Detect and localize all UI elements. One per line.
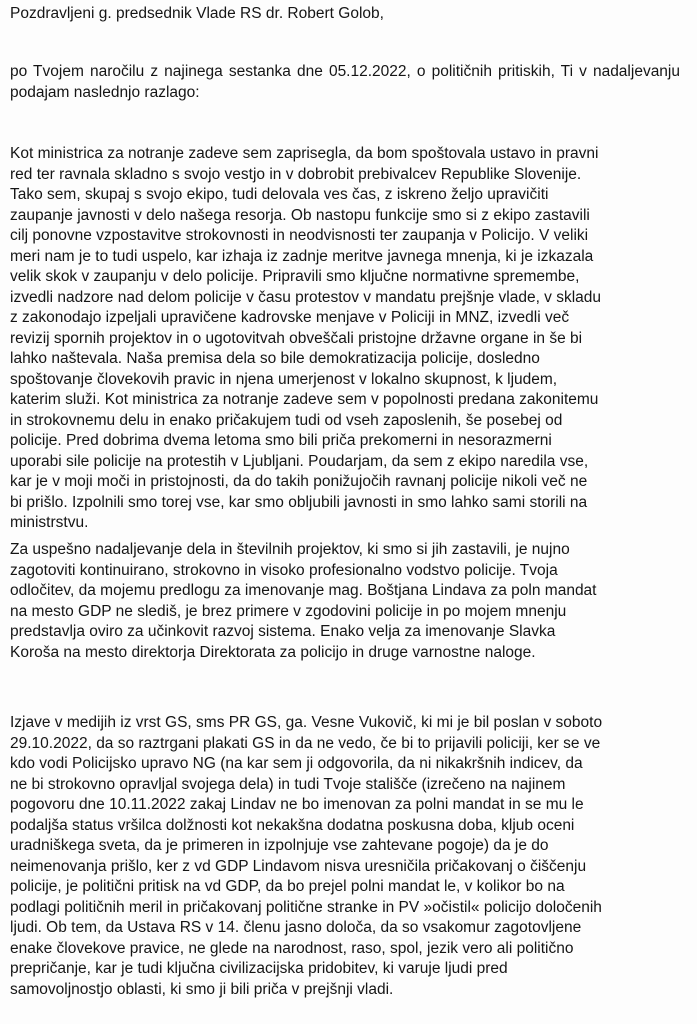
paragraph-2 [10,540,680,663]
text-line: policije. Pred dobrima dvema letoma smo bili priča prekomerni in nesorazmerni [10,432,552,449]
paragraph-3 [10,713,680,1000]
text-line: Izjave v medijih iz vrst GS, sms PR GS, ga. Vesne Vukovič, ki mi je bil poslan v soboto [10,714,603,731]
letter-greeting: Pozdravljeni g. predsednik Vlade RS dr. Robert Golob, [10,5,384,22]
text-line: spoštovanje človekovih pravic in njena umerjenost v lokalno skupnost, k ljudem, [10,370,558,388]
text-line: ljudi. Ob tem, da Ustava RS v 14. členu jasno določa, da so vsakomur zagotovljene [10,919,582,936]
text-line: prepričanje, kar je tudi ključna civilizacijska pridobitev, ki varuje ljudi pred [10,960,508,977]
intro-text: po Tvojem naročilu z najinega sestanka dne 05.12.2022, o političnih pritiskih, Ti v nadaljevanju podajam naslednjo razlago: [10,63,680,101]
text-line: ministrstvu. [10,514,89,531]
text-line: Tako sem, skupaj s svojo ekipo, tudi delovala ves čas, z iskreno željo upravičiti [10,186,549,203]
text-line: Za uspešno nadaljevanje dela in številnih projektov, ki smo si jih zastavili, je nujno [10,541,570,558]
paragraph-1 [10,144,680,534]
text-line: kdo vodi Policijsko upravo NG (na kar sem ji odgovorila, da ni nikakršnih indicev, da [10,755,583,772]
text-line: in strokovnemu delu in enako pričakujem tudi od vseh zaposlenih, še posebej od [10,411,563,429]
text-line: meri nam je to tudi uspelo, kar izhaja iz zadnje meritve javnega mnenja, ki je izkazala [10,247,594,265]
text-line: lahko naštevala. Naša premisa dela so bile demokratizacija policije, dosledno [10,350,540,367]
text-line: policije, je politični pritisk na vd GDP, da bo prejel polni mandat le, v kolikor bo na [10,878,565,895]
text-line: katerim služi. Kot ministrica za notranje zadeve sem v popolnosti predana zakonitemu [10,391,599,408]
text-line: neimenovanja prišlo, ker z vd GDP Lindavom nisva uresničila pričakovanj o čiščenju [10,857,587,875]
text-line: zagotoviti kontinuirano, strokovno in visoko profesionalno vodstvo policije. Tvoja [10,561,558,579]
text-line: enake človekove pravice, ne glede na narodnost, raso, spol, jezik vero ali politično [10,939,574,957]
text-line: kar je v moji moči in pristojnosti, da do takih ponižujočih ravnanj policije nikoli več ne [10,473,588,490]
text-line: podaljša status vršilca dolžnosti kot nekakšna dodatna poskusna doba, kljub oceni [10,816,575,834]
text-line: cilj ponovne vzpostavitve strokovnosti in neodvisnosti ter zaupanja v Policijo. V veliki [10,227,589,244]
text-line: Koroša na mesto direktorja Direktorata za policijo in druge varnostne naloge. [10,643,536,661]
text-line: revizij spornih projektov in o ugotovitvah obveščali pristojne državne organe in še bi [10,329,583,347]
text-line: podlagi političnih meril in pričakovanj politične stranke in PV »očistil« policijo določenih [10,898,602,916]
text-line: z zakonodajo izpeljali upravičene kadrovske menjave v Policiji in MNZ, izvedli več [10,309,570,326]
text-line: odločitev, da mojemu predlogu za imenovanje mag. Boštjana Lindava za poln mandat [10,582,597,599]
text-line: uradniškega sveta, da je primeren in izpolnjuje vse zahtevane pogoje) da je do [10,837,549,854]
text-line: pogovoru dne 10.11.2022 zakaj Lindav ne bo imenovan za polni mandat in se mu le [10,796,584,813]
text-line: na mesto GDP ne slediš, je brez primere v zgodovini policije in po mojem mnenju [10,602,567,620]
text-line: velik skok v zaupanju v delo policije. Pripravili smo ključne normativne spremembe, [10,268,580,285]
letter-intro [10,62,680,103]
text-line: samovoljnostjo oblasti, ki smo ji bili priča v prejšnji vladi. [10,980,394,998]
text-line: red ter ravnala skladno s svojo vestjo in v dobrobit prebivalcev Republike Slovenije. [10,165,582,183]
text-line: Kot ministrica za notranje zadeve sem zaprisegla, da bom spoštovala ustavo in pravni [10,145,599,162]
text-line: izvedli nadzore nad delom policije v času protestov v mandatu prejšnje vlade, v skladu [10,288,602,306]
text-line: ne bi strokovno opravljal svojega dela) in tudi Tvoje stališče (izrečeno na najinem [10,775,566,793]
text-line: bi prišlo. Izpolnili smo torej vse, kar smo obljubili javnosti in smo lahko sami storili na [10,493,588,511]
text-line: uporabi sile policije na protestih v Ljubljani. Poudarjam, da sem z ekipo naredila vse, [10,452,589,470]
text-line: predstavlja oviro za učinkovit razvoj sistema. Enako velja za imenovanje Slavka [10,623,556,640]
text-line: zaupanje javnosti v delo našega resorja. Ob nastopu funkcije smo si z ekipo zastavili [10,206,590,224]
text-line: 29.10.2022, da so raztrgani plakati GS in da ne vedo, če bi to prijavili policiji, ker se ve [10,734,601,752]
